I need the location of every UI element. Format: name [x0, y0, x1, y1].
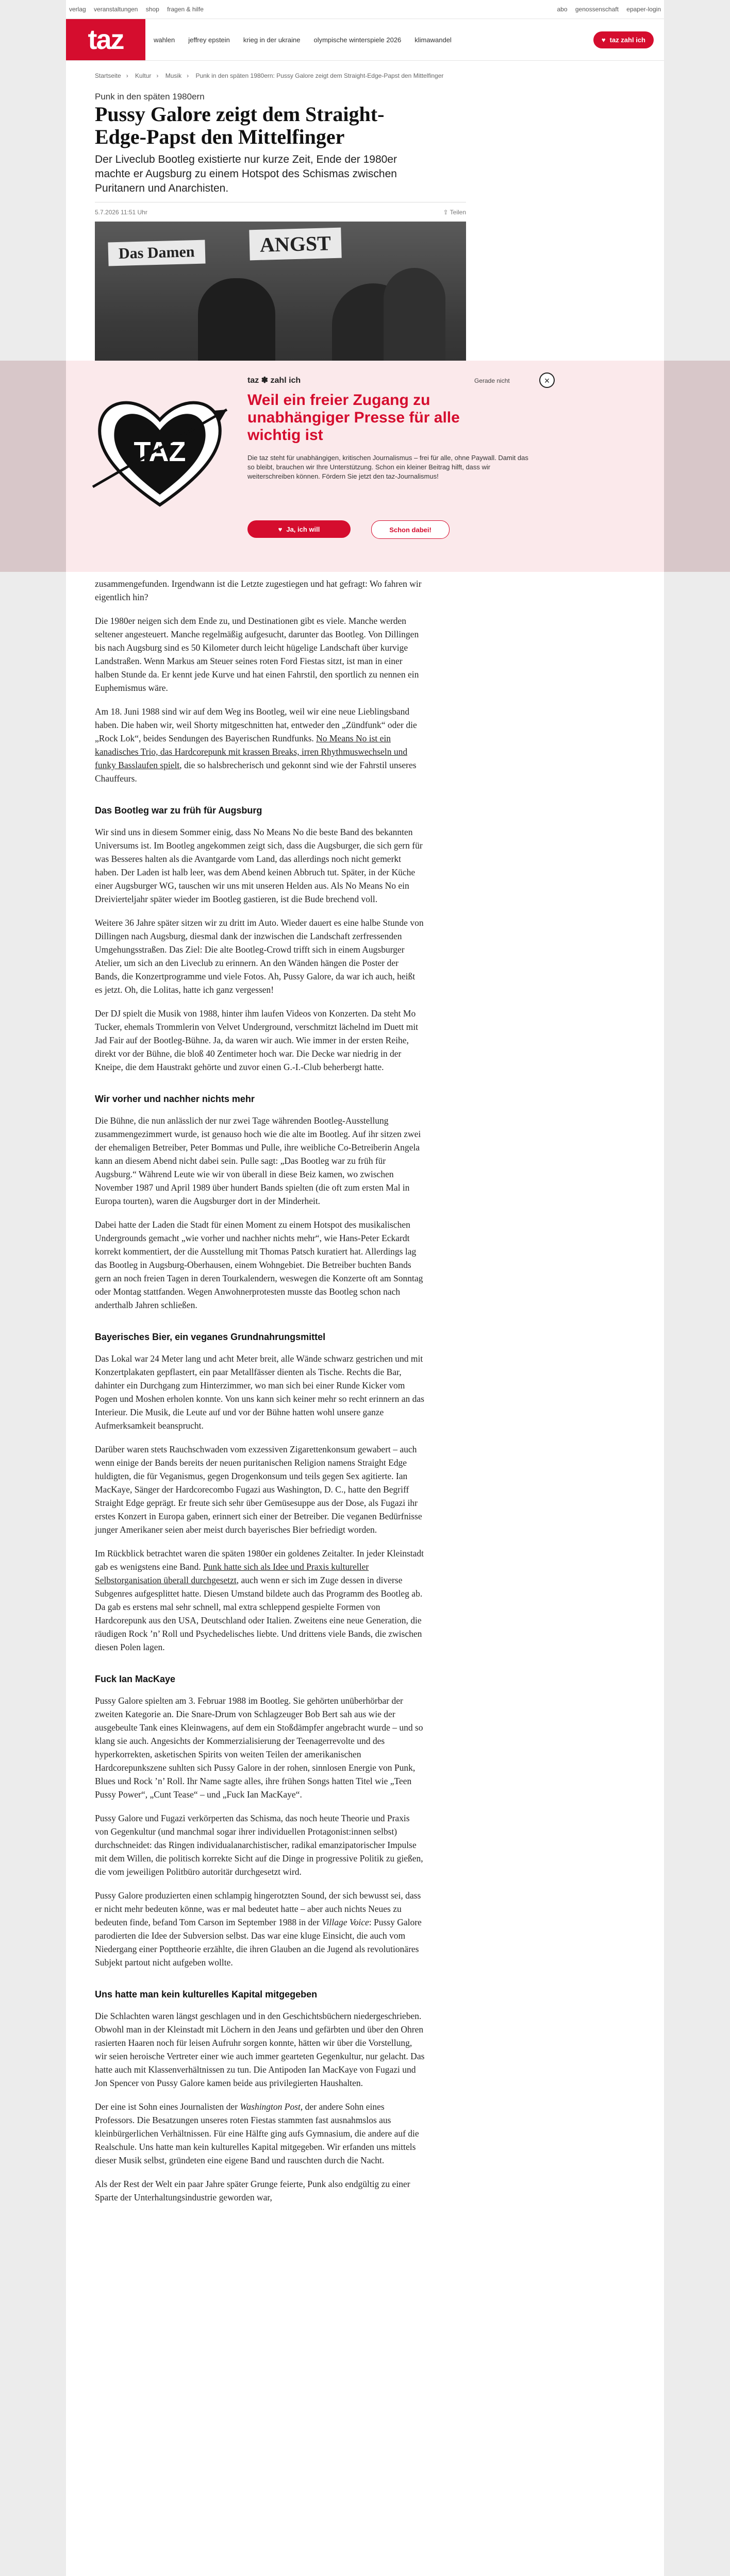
article-lead: Der Liveclub Bootleg existierte nur kurze Zeit, Ende der 1980er machte er Augsburg zu einem Hotspot des Schismas zwischen Puritanern und Anarchisten. — [95, 154, 397, 194]
share-icon: ⇪ — [443, 209, 450, 216]
section-heading: Uns hatte man kein kulturelles Kapital mitgegeben — [95, 1989, 318, 1999]
breadcrumb-musik[interactable]: Musik — [165, 72, 182, 79]
paragraph: Als der Rest der Welt ein paar Jahre später Grunge feierte, Punk also endgültig zu einer Sparte der Unterhaltungsindustrie geworden war, — [95, 2179, 410, 2202]
main-navbar — [66, 19, 664, 61]
section-heading: Bayerisches Bier, ein veganes Grundnahrungsmittel — [95, 1332, 326, 1342]
heart-icon: ♥ — [278, 525, 283, 533]
photo-sign-angst: ANGST — [249, 228, 341, 261]
paywall-heading: Weil ein freier Zugang zu unabhängiger Presse für alle wichtig ist — [247, 392, 460, 444]
paragraph: Dabei hatte der Laden die Stadt für einen Moment zu einem Hotspot des musikalischen Undergrounds gemacht „wie vorher und nachher nichts mehr“, wie Hans-Peter Eckardt korrekt kommentiert, der die Ausstellung mit Thomas Patsch kuratiert hat. Allerdings lag das Bootleg in Augsburg-Oberhausen, einem Wohngebiet. Die Betreiber buchten Bands gern an noch freien Tagen in deren Tourkalendern, weswegen die Konzerte oft am Sonntag oder Montag stattfanden. Wegen Anwohnerprotesten musste das Bootleg schon nach anderthalb Jahren schließen. — [95, 1219, 423, 1310]
taz-logo[interactable]: taz — [66, 19, 145, 60]
paywall-yes-button[interactable] — [247, 520, 351, 538]
article-meta — [95, 202, 466, 216]
paragraph: Pussy Galore produzierten einen schlampig hingerotzten Sound, der sich bewusst sei, dass er nicht mehr bedeuten könne, was er mal bedeutet hatte – aber auch nichts Neues zu bedeuten finde, befand Tom Carson im September 1988 in der Village Voice: Pussy Galore parodierten die Idee der Subversion selbst. Das war eine kluge Einsicht, die auch vom Niedergang einer Popttheorie erzählte, die ihren Glauben an die Jugend als revolutionäres Subjekt partout nicht aufgeben wollte. — [95, 1890, 422, 1968]
paragraph: Die Schlachten waren längst geschlagen und in den Geschichtsbüchern niedergeschrieben. Obwohl man in der Kleinstadt mit Löchern in den Jeans und gefärbten und über den Ohren rasierten Haaren noch für leisen Aufruhr sorgen konnte, hätten wir über die Vorstellung, wir seien heroische Vertreter einer wie auch immer gearteten Gegenkultur, nur gelacht. Das hatte auch mit Klassenverhältnissen zu tun. Die Antipoden Ian MacKaye von Fugazi und Jon Spencer von Pussy Galore kamen beide aus privilegierten Haushalten. — [95, 2011, 425, 2088]
topbar-link-genossenschaft[interactable]: genossenschaft — [575, 6, 619, 13]
paragraph: Darüber waren stets Rauchschwaden vom exzessiven Zigarettenkonsum gewabert – auch wenn einige der Bands bereits der neuen puritanischen Religion namens Straight Edge huldigten, die für Veganismus, gegen Drogenkonsum und teils gegen Sex agitierte. Ian MacKaye, Sänger der Hardcorecombo Fugazi aus Washington, D. C., hatte den Begriff Straight Edge geprägt. Er freute sich sehr über Gemüsesuppe aus der Dose, als Fugazi ihr erstes Konzert in Europa gaben, erinnert sich einer der Betreiber. Die veganen Bedürfnisse junger Amerikaner seien aber meist durch bayerisches Bier befriedigt worden. — [95, 1444, 422, 1535]
section-heading: Wir vorher und nachher nichts mehr — [95, 1094, 255, 1104]
nav-item-epstein[interactable]: jeffrey epstein — [188, 36, 230, 44]
taz-heart-illustration — [90, 384, 229, 513]
section-heading: Das Bootleg war zu früh für Augsburg — [95, 805, 262, 816]
topbar-link-veranstaltungen[interactable]: veranstaltungen — [94, 6, 138, 13]
photo-sign-damen: Das Damen — [108, 240, 205, 266]
topbar-link-shop[interactable]: shop — [145, 6, 159, 13]
breadcrumb-current: Punk in den späten 1980ern: Pussy Galore zeigt dem Straight-Edge-Papst den Mittelfinger — [195, 72, 444, 79]
overlay-shade-right — [664, 361, 730, 572]
paragraph: Pussy Galore spielten am 3. Februar 1988 im Bootleg. Sie gehörten unüberhörbar der zweiten Kategorie an. Die Snare-Drum von Schlagzeuger Bob Bert sah aus wie der ausgebeulte Tank eines Kleinwagens, auf dem ein Stoßdämpfer angebracht wurde – und so klang sie auch. Angesichts der Kommerzialisierung der Teenagerrevolte und des hyperkorrekten, asketischen Spirits von weiten Teilen der amerikanischen Hardcorepunkszene suhlten sich Pussy Galore in der rohen, sinnlosen Energie von Punk, Blues und Rock ’n’ Roll. Ihr Name sagte alles, ihre frühen Songs hatten Titel wie „Teen Pussy Power“, „Cunt Tease“ – und „Fuck Ian MacKaye“. — [95, 1696, 423, 1800]
paywall-already-member-button[interactable]: Schon dabei! — [371, 520, 450, 539]
chevron-right-icon: › — [187, 72, 189, 79]
paragraph: Der eine ist Sohn eines Journalisten der Washington Post, der andere Sohn eines Professors. Die Besatzungen unseres roten Fiestas stammten fast ausnahmslos aus kleinbürgerlichen Verhältnissen. Für eine Hälfte ging aufs Gymnasium, die andere auf die Realschule. Uns hatte man kein kulturelles Kapital mitgegeben. Wir erfanden uns mittels dieser Musik selbst, gründeten eine eigene Band und rauschten durch die Nacht. — [95, 2102, 419, 2165]
paragraph: Das Lokal war 24 Meter lang und acht Meter breit, alle Wände schwarz gestrichen und mit Konzertplakaten gepflastert, ein paar Metallfässer dienten als Tische. Rechts die Bar, dahinter ein Durchgang zum Hinterzimmer, wo man sich bei einer Runde Kicker vom Pogen und Moshen erholen konnte. Von uns kann sich keiner mehr so recht erinnern an das Interieur. Die Musik, die Leute auf und vor der Bühne hatten wohl unsere ganze Aufmerksamkeit beansprucht. — [95, 1353, 424, 1431]
section-heading: Fuck Ian MacKaye — [95, 1674, 176, 1684]
svg-text:TAZ: TAZ — [134, 436, 186, 467]
breadcrumb-home[interactable]: Startseite — [95, 72, 121, 79]
top-utility-bar — [66, 0, 664, 19]
article-kicker: Punk in den späten 1980ern — [95, 92, 205, 101]
paywall-yes-label: Ja, ich will — [286, 525, 320, 533]
paragraph: zusammengefunden. Irgendwann ist die Letzte zugestiegen und hat gefragt: Wo fahren wir eigentlich hin? — [95, 579, 422, 602]
heart-icon: ♥ — [601, 36, 606, 44]
paragraph: Im Rückblick betrachtet waren die späten 1980er ein goldenes Zeitalter. In jeder Kleinstadt gab es wenigstens eine Band. Punk hatte sich als Idee und Praxis kultureller Selbstorganisation überall durchgesetzt, auch wenn er sich im Zuge dessen in diverse Subgenres aufgesplittet hatte. Diesen Umstand bildete auch das Programm des Bootleg ab. Da gab es erstens mal sehr schnell, mal extra schleppend gespielte Formen von Hardcorepunk aus den USA, Deutschland oder Italien. Zweitens eine neue Generation, die räudigen Rock ’n’ Roll und Psychedelisches liebte. Und drittens viele Bands, die zwischen diesen Polen lagen. — [95, 1548, 424, 1652]
nav-item-ukraine[interactable]: krieg in der ukraine — [243, 36, 301, 44]
article-headline: Pussy Galore zeigt dem Straight-Edge-Papst den Mittelfinger — [95, 103, 385, 148]
paragraph: Wir sind uns in diesem Sommer einig, dass No Means No die beste Band des bekannten Universums ist. Im Bootleg angekommen zeigt sich, dass die Augsburger, die sich gern für was Besseres halten als die Avantgarde vom Land, das allerdings noch nicht gemerkt haben. Der Laden ist halb leer, was dem Abend keinen Abbruch tut. Später, in der Küche einer Augsburger WG, tauschen wir uns mit unseren Helden aus. Als No Means No ein Dreivierteljahr später wieder im Bootleg gastieren, ist die Bude brechend voll. — [95, 827, 423, 904]
share-label: Teilen — [450, 209, 466, 216]
paragraph: Die Bühne, die nun anlässlich der nur zwei Tage währenden Bootleg-Ausstellung zusammengezimmert wurde, ist genauso hoch wie die alte im Bootleg. Auf ihr sitzen zwei der ehemaligen Betreiber, Peter Bommas und Pulle, ihre weibliche Co-Betreiberin Angela kann an diesem Abend nicht dabei sein. Pulle sagt: „Das Bootleg war zu früh für Augsburg.“ Während Leute wie wir von überall in diese Beiz kamen, wo zwischen November 1987 und April 1989 über hundert Bands spielten (die oft zum ersten Mal in Europa tourten), waren die Augsburger dort in der Minderheit. — [95, 1115, 421, 1206]
breadcrumb — [95, 72, 449, 79]
topbar-link-epaper-login[interactable]: epaper-login — [626, 6, 661, 13]
share-button[interactable] — [443, 209, 466, 216]
breadcrumb-kultur[interactable]: Kultur — [135, 72, 152, 79]
nav-item-wahlen[interactable]: wahlen — [154, 36, 175, 44]
topbar-link-verlag[interactable]: verlag — [69, 6, 86, 13]
article-date: 5.7.2026 11:51 Uhr — [95, 209, 147, 216]
close-icon[interactable]: × — [539, 372, 555, 388]
paragraph: Die 1980er neigen sich dem Ende zu, und Destinationen gibt es viele. Manche werden seltener angesteuert. Manche regelmäßig aufgesucht, darunter das Bootleg. Von Dillingen bis nach Augsburg sind es 50 Kilometer durch leicht hügelige Landschaft über kurvige Landstraßen. Wenn Markus am Steuer seines roten Ford Fiestas sitzt, ist man in einer halben Stunde da. Er kennt jede Kurve und hat einen Fahrstil, den sportlich zu nennen ein Euphemismus wäre. — [95, 616, 419, 693]
inline-link[interactable]: Punk hatte sich als Idee und Praxis kultureller Selbstorganisation überall durchgesetzt — [95, 1562, 369, 1585]
topbar-link-help[interactable]: fragen & hilfe — [167, 6, 204, 13]
paragraph: Pussy Galore und Fugazi verkörperten das Schisma, das noch heute Theorie und Praxis von Gegenkultur (und manchmal sogar ihrer individuellen Protagonist:innen selbst) durchschneidet: das Ringen individualanarchistischer, radikal emanzipatorischer Impulse mit dem Willen, die politisch korrekte Sicht auf die Dinge in progressive Politik zu gießen, die vom jeweiligen Politbüro autoritär durchgesetzt wird. — [95, 1813, 423, 1877]
nav-item-klimawandel[interactable]: klimawandel — [414, 36, 452, 44]
paywall-text: Die taz steht für unabhängigen, kritischen Journalismus – frei für alle, ohne Paywall. Damit das so bleibt, brauchen wir Ihre Unterstützung. Schon ein kleiner Beitrag hilft, dass wir weiterschreiben können. Fördern Sie jetzt den taz-Journalismus! — [247, 454, 528, 480]
chevron-right-icon: › — [126, 72, 128, 79]
chevron-right-icon: › — [156, 72, 159, 79]
nav-item-olympia[interactable]: olympische winterspiele 2026 — [313, 36, 402, 44]
overlay-shade-left — [0, 361, 66, 572]
paywall-not-now-link[interactable]: Gerade nicht — [474, 377, 510, 384]
paragraph: Weitere 36 Jahre später sitzen wir zu dritt im Auto. Wieder dauert es eine halbe Stunde von Dillingen nach Augsburg, diesmal dank der inzwischen die Landschaft zerfressenden Umgehungsstraßen. Das Ziel: Die alte Bootleg-Crowd trifft sich in einem Augsburger Atelier, um sich an den Liveclub zu erinnern. An den Wänden hängen die Poster der Bands, die Konzertprogramme und viele Fotos. Ah, Pussy Galore, da war ich auch, heißt es jetzt. Oh, die Lolitas, hatte ich ganz vergessen! — [95, 918, 424, 995]
inline-link[interactable]: No Means No ist ein kanadisches Trio, das Hardcorepunk mit krassen Breaks, irren Rhythmuswechseln und funky Basslaufen spielt — [95, 733, 408, 770]
topbar-link-abo[interactable]: abo — [557, 6, 568, 13]
support-button-label: taz zahl ich — [609, 36, 645, 44]
support-button[interactable] — [593, 31, 654, 48]
taz-zahl-ich-logo: taz ✽ zahl ich — [247, 376, 301, 385]
paragraph: Am 18. Juni 1988 sind wir auf dem Weg ins Bootleg, weil wir eine neue Lieblingsband haben. Die haben wir, weil Shorty mitgeschnitten hat, entweder den „Zündfunk“ oder die „Rock Lok“, beides Sendungen des Bayerischen Rundfunks. No Means No ist ein kanadisches Trio, das Hardcorepunk mit krassen Breaks, irren Rhythmuswechseln und funky Basslaufen spielt, die so halsbrecherisch und gekonnt sind wie der Fahrstil unseres Chauffeurs. — [95, 706, 417, 784]
paragraph: Der DJ spielt die Musik von 1988, hinter ihm laufen Videos von Konzerten. Da steht Mo Tucker, ehemals Trommlerin von Velvet Underground, verschmitzt lächelnd im Duett mit Jad Fair auf der Bootleg-Bühne. Ja, da waren wir auch. Wie immer in der ersten Reihe, direkt vor der Bühne, die bloß 40 Zentimeter hoch war. Die Decke war niedrig in der Kneipe, die dem Haustrakt gehörte und zuvor einen G.-I.-Club beherbergt hatte. — [95, 1008, 418, 1072]
article-body — [95, 577, 425, 2214]
